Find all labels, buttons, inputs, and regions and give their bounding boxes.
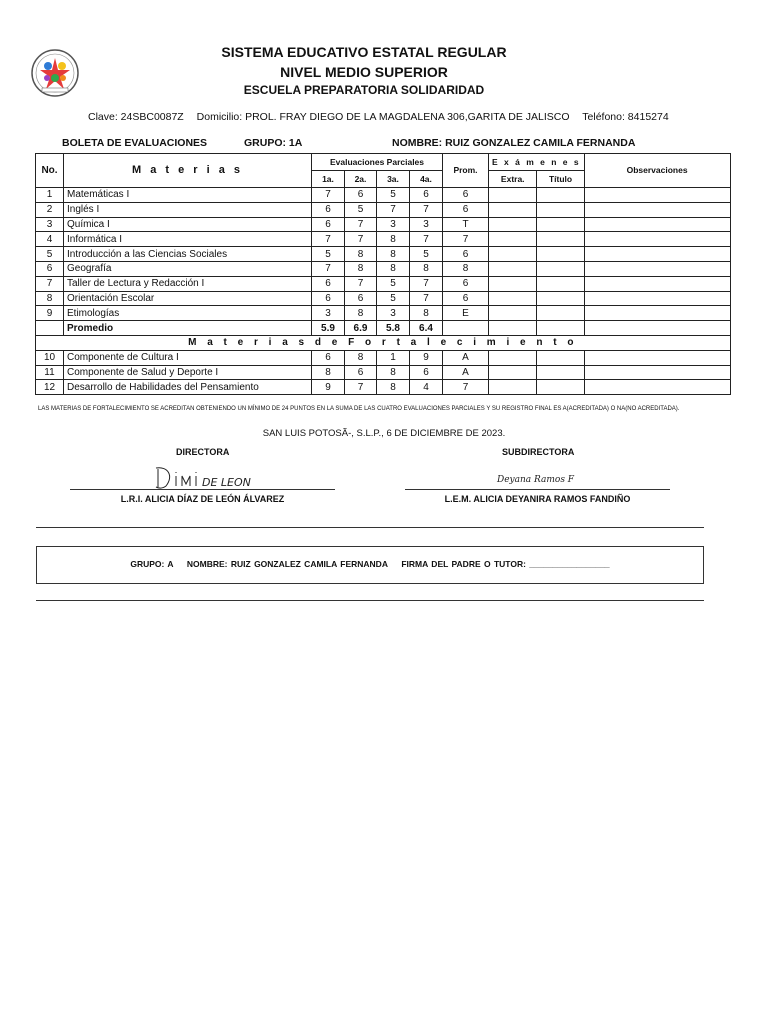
row-titulo [537,202,584,217]
subject-row [36,232,731,247]
row-p4: 7 [410,291,443,306]
row-p4: 4 [410,380,443,395]
svg-text:DE LEON: DE LEON [202,476,251,489]
school-address: Domicilio: PROL. FRAY DIEGO DE LA MAGDALENA 306,GARITA DE JALISCO [196,111,570,123]
header-no: No. [36,154,64,188]
row-p3: 5 [377,188,410,203]
row-extra [489,232,537,247]
row-extra [489,247,537,262]
subdirectora-title: SUBDIRECTORA [502,447,575,457]
school-name: ESCUELA PREPARATORIA SOLIDARIDAD [243,83,485,97]
row-p4: 3 [410,217,443,232]
row-observaciones [584,350,730,365]
directora-title: DIRECTORA [176,447,230,457]
directora-signature [152,462,252,492]
subject-row [36,276,731,291]
row-observaciones [584,232,730,247]
row-p4: 8 [410,306,443,321]
row-subject: Orientación Escolar [64,291,312,306]
report-title: BOLETA DE EVALUACIONES [62,137,208,149]
school-phone: Teléfono: 8415274 [582,111,669,123]
row-subject: Desarrollo de Habilidades del Pensamiento [64,380,312,395]
row-no: 5 [36,247,64,262]
row-p2: 7 [345,217,377,232]
row-extra [489,380,537,395]
row-extra [489,365,537,380]
promedio-no [36,321,64,336]
school-info [88,111,679,123]
row-subject: Componente de Salud y Deporte I [64,365,312,380]
school-clave: Clave: 24SBC0087Z [88,111,184,123]
row-p2: 5 [345,202,377,217]
row-p2: 7 [345,276,377,291]
row-subject: Informática I [64,232,312,247]
row-p1: 7 [312,261,345,276]
row-p4: 7 [410,202,443,217]
row-titulo [537,188,584,203]
fortalecimiento-header-row [36,335,731,350]
row-titulo [537,261,584,276]
header-p3: 3a. [377,171,410,188]
header-parciales: Evaluaciones Parciales [312,154,443,171]
row-titulo [537,247,584,262]
row-no: 9 [36,306,64,321]
svg-text:Deyana Ramos F: Deyana Ramos F [497,475,575,485]
row-p1: 9 [312,380,345,395]
header-materias: M a t e r i a s [64,154,312,188]
header-p2: 2a. [345,171,377,188]
promedio-label: Promedio [64,321,312,336]
promedio-obs [584,321,730,336]
row-subject: Geografía [64,261,312,276]
report-group: GRUPO: 1A [244,137,303,149]
row-observaciones [584,188,730,203]
row-p2: 7 [345,380,377,395]
row-subject: Inglés I [64,202,312,217]
row-prom: 8 [443,261,489,276]
row-prom: 6 [443,291,489,306]
row-extra [489,291,537,306]
row-p2: 6 [345,188,377,203]
row-prom: 7 [443,380,489,395]
place-date: SAN LUIS POTOSÃ-, S.L.P., 6 DE DICIEMBRE DE 2023. [262,428,506,439]
row-p2: 8 [345,350,377,365]
row-p3: 5 [377,291,410,306]
row-p3: 5 [377,276,410,291]
row-observaciones [584,202,730,217]
slip-text [37,559,703,569]
row-observaciones [584,217,730,232]
directora-signature-line [70,489,335,490]
row-prom: 6 [443,202,489,217]
row-observaciones [584,291,730,306]
row-prom: A [443,350,489,365]
row-p1: 6 [312,350,345,365]
promedio-p2: 6.9 [345,321,377,336]
row-observaciones [584,276,730,291]
row-subject: Etimologías [64,306,312,321]
row-p4: 6 [410,365,443,380]
fortalecimiento-title: M a t e r i a s d e F o r t a l e c i m i e n t o [36,335,731,350]
row-p1: 6 [312,202,345,217]
row-no: 4 [36,232,64,247]
row-prom: E [443,306,489,321]
row-no: 12 [36,380,64,395]
fortalecimiento-body [36,350,731,394]
row-subject: Taller de Lectura y Redacción I [64,276,312,291]
slip-nombre: NOMBRE: RUIZ GONZALEZ CAMILA FERNANDA [186,559,388,569]
row-p1: 6 [312,276,345,291]
row-titulo [537,365,584,380]
row-titulo [537,306,584,321]
row-p2: 8 [345,247,377,262]
row-titulo [537,350,584,365]
row-p2: 8 [345,261,377,276]
row-p3: 8 [377,247,410,262]
fortalecimiento-row [36,350,731,365]
row-prom: A [443,365,489,380]
header-extra: Extra. [489,171,537,188]
row-p2: 6 [345,291,377,306]
promedio-extra [489,321,537,336]
row-observaciones [584,306,730,321]
row-p4: 6 [410,188,443,203]
header-p1: 1a. [312,171,345,188]
row-prom: 6 [443,188,489,203]
row-prom: 7 [443,232,489,247]
promedio-titulo [537,321,584,336]
row-p2: 8 [345,306,377,321]
row-extra [489,276,537,291]
row-p2: 7 [345,232,377,247]
header-titulo: Título [537,171,584,188]
row-p3: 7 [377,202,410,217]
row-p4: 9 [410,350,443,365]
system-title: SISTEMA EDUCATIVO ESTATAL REGULAR [221,44,507,60]
promedio-row [36,321,731,336]
row-p3: 8 [377,232,410,247]
row-subject: Matemáticas I [64,188,312,203]
row-no: 2 [36,202,64,217]
subdirectora-name: L.E.M. ALICIA DEYANIRA RAMOS FANDIÑO [444,494,631,504]
row-no: 1 [36,188,64,203]
row-titulo [537,217,584,232]
row-p4: 7 [410,232,443,247]
row-extra [489,261,537,276]
row-no: 7 [36,276,64,291]
fortalecimiento-row [36,365,731,380]
row-extra [489,217,537,232]
promedio-p4: 6.4 [410,321,443,336]
row-extra [489,306,537,321]
accreditation-note: LAS MATERIAS DE FORTALECIMIENTO SE ACREDITAN OBTENIENDO UN MÍNIMO DE 24 PUNTOS EN LA SUMA DE LAS CUATRO EVALUACIONES PARCIALES Y SU REGISTRO FINAL ES A(ACREDITADA) O NA(NO ACREDITADA). [38,406,680,412]
subject-row [36,306,731,321]
subject-row [36,188,731,203]
subject-row [36,217,731,232]
row-p1: 5 [312,247,345,262]
divider-bottom [36,600,704,601]
row-p1: 3 [312,306,345,321]
header-examenes: E x á m e n e s [489,154,585,171]
row-p3: 8 [377,261,410,276]
row-p3: 3 [377,217,410,232]
row-no: 3 [36,217,64,232]
header-p4: 4a. [410,171,443,188]
row-subject: Química I [64,217,312,232]
subject-row [36,291,731,306]
subjects-body [36,188,731,321]
promedio-p3: 5.8 [377,321,410,336]
row-extra [489,202,537,217]
row-no: 8 [36,291,64,306]
row-titulo [537,276,584,291]
divider-top [36,527,704,528]
row-prom: 6 [443,247,489,262]
row-p3: 1 [377,350,410,365]
row-no: 11 [36,365,64,380]
row-p1: 6 [312,217,345,232]
row-p1: 8 [312,365,345,380]
row-p4: 8 [410,261,443,276]
row-p4: 7 [410,276,443,291]
promedio-p1: 5.9 [312,321,345,336]
subject-row [36,247,731,262]
header-prom: Prom. [443,154,489,188]
row-p1: 7 [312,232,345,247]
student-name: NOMBRE: RUIZ GONZALEZ CAMILA FERNANDA [392,137,636,149]
row-titulo [537,232,584,247]
row-no: 10 [36,350,64,365]
parent-slip [36,546,704,584]
row-p3: 8 [377,365,410,380]
row-observaciones [584,380,730,395]
subdirectora-signature [495,468,575,488]
row-prom: T [443,217,489,232]
row-p3: 8 [377,380,410,395]
slip-grupo: GRUPO: A [130,559,174,569]
row-p3: 3 [377,306,410,321]
promedio-prom [443,321,489,336]
fortalecimiento-row [36,380,731,395]
row-extra [489,350,537,365]
subdirectora-signature-line [405,489,670,490]
row-p4: 5 [410,247,443,262]
row-extra [489,188,537,203]
row-subject: Componente de Cultura I [64,350,312,365]
row-titulo [537,291,584,306]
row-p1: 6 [312,291,345,306]
row-subject: Introducción a las Ciencias Sociales [64,247,312,262]
subject-row [36,261,731,276]
slip-firma: FIRMA DEL PADRE O TUTOR: _________________ [401,559,610,569]
directora-name: L.R.I. ALICIA DÍAZ DE LEÓN ÁLVAREZ [120,494,285,504]
header-observaciones: Observaciones [584,154,730,188]
row-p2: 6 [345,365,377,380]
subject-row [36,202,731,217]
level-title: NIVEL MEDIO SUPERIOR [280,64,448,80]
row-no: 6 [36,261,64,276]
row-prom: 6 [443,276,489,291]
row-titulo [537,380,584,395]
row-observaciones [584,261,730,276]
row-observaciones [584,247,730,262]
grades-table [35,153,731,395]
row-observaciones [584,365,730,380]
row-p1: 7 [312,188,345,203]
